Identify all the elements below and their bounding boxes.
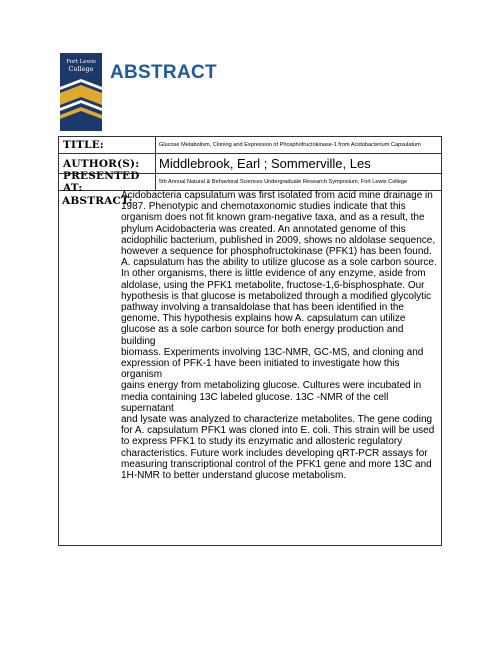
logo-text-line1: Fort Lewis: [66, 59, 96, 65]
abstract-line: gains energy from metabolizing glucose. Cultures were incubated in: [121, 380, 422, 392]
college-logo-icon: [60, 53, 102, 131]
abstract-line: characteristics. Future work includes developing qRT-PCR assays for: [121, 447, 428, 459]
fort-lewis-college-logo: [60, 53, 102, 131]
abstract-line: A. capsulatum has the ability to utilize glucose as a sole carbon source.: [121, 257, 437, 269]
page-title: ABSTRACT: [110, 62, 217, 83]
abstract-line: Acidobacteria capsulatum was first isolated from acid mine drainage in: [121, 190, 433, 201]
abstract-line: 1987. Phenotypic and chemotaxonomic studies indicate that this: [121, 201, 406, 213]
presented-at-value: 5th Annual Natural & Behavioral Sciences Undergraduate Research Symposium, Fort Lewis College: [159, 179, 408, 185]
abstract-info-table: [58, 136, 442, 546]
abstract-line: media containing 13C labeled glucose. 13C -NMR of the cell supernatant: [121, 391, 389, 414]
title-label: TITLE:: [59, 137, 156, 153]
presented-at-label: PRESENTED AT:: [59, 174, 156, 190]
abstract-line: hypothesis is that glucose is metabolized through a modified glycolytic: [121, 290, 432, 302]
author-label: AUTHOR(S):: [59, 154, 156, 173]
abstract-line: pathway involving a transaldolase that has been identified in the: [121, 302, 404, 314]
abstract-label: ABSTRACT:: [62, 195, 133, 207]
abstract-line: expression of PFK-1 have been initiated to investigate how this organism: [121, 358, 400, 381]
title-value: Glucose Metabolism, Cloning and Expression of Phosphofructokinase-1 from Acidobacterium Capsulatum: [159, 142, 421, 148]
abstract-line: for A. capsulatum PFK1 was cloned into E. coli. This strain will be used: [121, 425, 435, 437]
abstract-line: aldolase, using the PFK1 metabolite, fructose-1,6-bisphosphate. Our: [121, 279, 425, 291]
abstract-line: 1H-NMR to better understand glucose metabolism.: [121, 470, 347, 482]
abstract-line: measuring transcriptional control of the PFK1 gene and more 13C and: [121, 458, 432, 470]
abstract-line: glucose as a sole carbon source for both energy production and building: [121, 324, 404, 347]
abstract-line: genome. This hypothesis explains how A. capsulatum can utilize: [121, 313, 406, 325]
abstract-line: phylum Acidobacteria was created. An annotated genome of this: [121, 223, 406, 235]
abstract-line: to express PFK1 to study its enzymatic and allosteric regulatory: [121, 436, 403, 448]
abstract-line: and lysate was analyzed to characterize metabolites. The gene coding: [121, 414, 433, 426]
abstract-line: organism does not fit known gram-negative taxa, and as a result, the: [121, 212, 425, 224]
abstract-line: acidophilic bacterium, published in 2009, shows no aldolase sequence,: [121, 234, 436, 246]
title-row: [59, 137, 441, 154]
abstract-line: however a sequence for phosphofructokinase (PFK1) has been found.: [121, 246, 432, 258]
logo-text-line2: College: [68, 65, 94, 73]
presented-at-row: [59, 170, 441, 194]
abstract-line: In other organisms, there is little evidence of any enzyme, aside from: [121, 268, 426, 280]
abstract-line: biomass. Experiments involving 13C-NMR, GC-MS, and cloning and: [121, 346, 424, 358]
author-value: Middlebrook, Earl ; Sommerville, Les: [159, 156, 371, 171]
abstract-body: [121, 190, 439, 481]
